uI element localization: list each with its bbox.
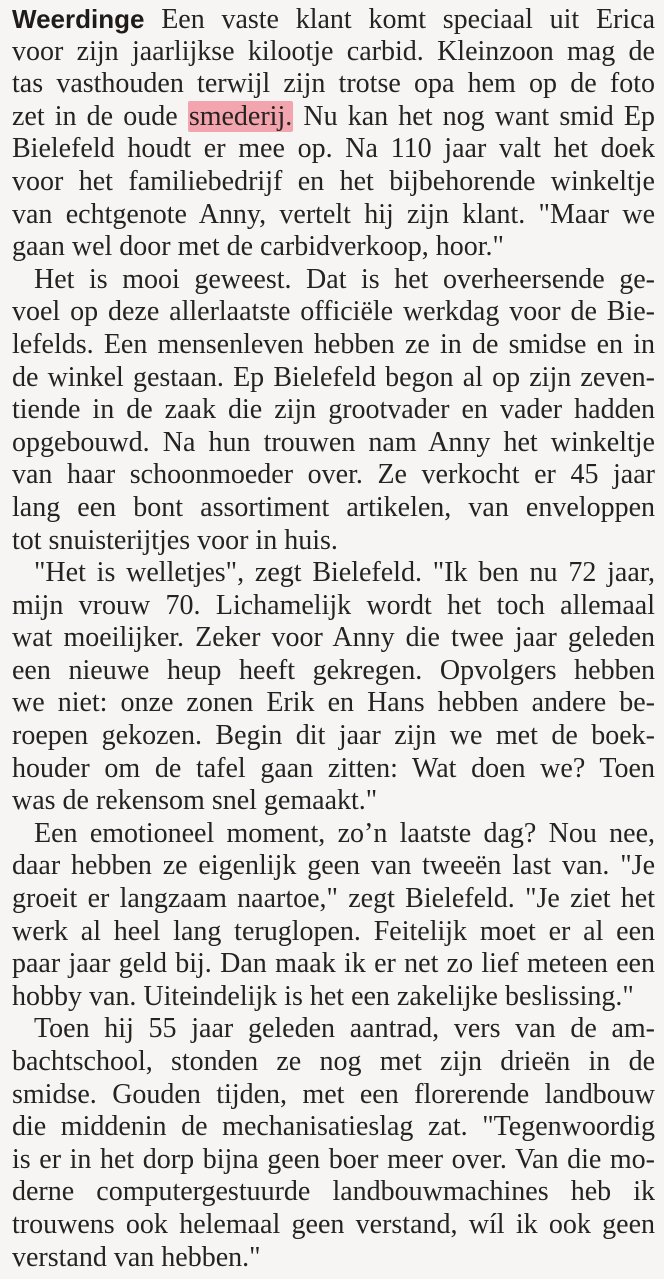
paragraph <box>12 264 655 557</box>
text-line: roepen gekozen. Begin dit jaar zijn we met de boek- <box>12 720 655 752</box>
text-line: Bielefeld houdt er mee op. Na 110 jaar valt het doek <box>12 133 655 165</box>
paragraph <box>12 1013 655 1274</box>
text-line: gaan wel door met de carbidverkoop, hoor." <box>12 231 504 263</box>
text-line: is er in het dorp bijna geen boer meer over. Van die mo- <box>12 1143 655 1175</box>
paragraph <box>12 818 655 1014</box>
text-line: groeit er langzaam naartoe," zegt Bielefeld. "Je ziet het <box>12 883 655 915</box>
text-line: we niet: onze zonen Erik en Hans hebben andere be- <box>12 687 655 719</box>
text-line: opgebouwd. Na hun trouwen nam Anny het winkeltje <box>12 426 655 458</box>
text-line: Een emotioneel moment, zo’n laatste dag? Nou nee, <box>34 817 655 849</box>
text-line: paar jaar geld bij. Dan maak ik er net zo lief meteen een <box>12 948 655 980</box>
text-line: Het is mooi geweest. Dat is het overheersende ge- <box>34 263 655 295</box>
text-line: tot snuisterijtjes voor in huis. <box>12 524 338 556</box>
line-text: Een vaste klant komt speciaal uit Erica <box>161 4 656 35</box>
text-line: verstand van hebben." <box>12 1241 261 1273</box>
text-line: voel op deze allerlaatste officiële werkdag voor de Bie- <box>12 296 655 328</box>
text-line: van echtgenote Anny, vertelt hij zijn klant. "Maar we <box>12 198 655 230</box>
text-line: was de rekensom snel gemaakt." <box>12 785 378 817</box>
text-line: daar hebben ze eigenlijk geen van tweeën last van. "Je <box>12 850 655 882</box>
dateline: Weerdinge <box>12 4 145 34</box>
line-text: zet in de oude <box>12 100 178 132</box>
text-line: lang een bont assortiment artikelen, van enveloppen <box>12 491 655 523</box>
paragraph <box>12 557 655 818</box>
highlighted-word: smederij. <box>188 100 293 132</box>
text-line: derne computergestuurde landbouwmachines heb ik <box>12 1176 655 1208</box>
text-line: de winkel gestaan. Ep Bielefeld begon al op zijn zeven- <box>12 361 655 393</box>
text-line: houder om de tafel gaan zitten: Wat doen we? Toen <box>12 752 655 784</box>
text-line: tas vasthouden terwijl zijn trotse opa hem op de foto <box>12 68 655 100</box>
text-line: werk al heel lang teruglopen. Feitelijk moet er al een <box>12 915 655 947</box>
text-line: smidse. Gouden tijden, met een florerende landbouw <box>12 1078 655 1110</box>
text-line: wat moeilijker. Zeker voor Anny die twee jaar geleden <box>12 622 655 654</box>
text-line: tiende in de zaak die zijn grootvader en vader hadden <box>12 394 655 426</box>
text-line: een nieuwe heup heeft gekregen. Opvolgers hebben <box>12 654 655 686</box>
text-line: trouwens ook helemaal geen verstand, wíl ik ook geen <box>12 1208 655 1240</box>
text-line: mijn vrouw 70. Lichamelijk wordt het toch allemaal <box>12 589 655 621</box>
text-line: hobby van. Uiteindelijk is het een zakelijke beslissing." <box>12 980 634 1012</box>
text-line: "Het is welletjes", zegt Bielefeld. "Ik ben nu 72 jaar, <box>34 557 655 589</box>
text-line <box>12 3 655 36</box>
text-line <box>12 101 655 134</box>
paragraph <box>12 3 655 264</box>
text-line: Toen hij 55 jaar geleden aantrad, vers van de am- <box>34 1013 655 1045</box>
text-line: lefelds. Een mensenleven hebben ze in de smidse en in <box>12 328 655 360</box>
text-line: voor zijn jaarlijkse kilootje carbid. Kleinzoon mag de <box>12 35 655 67</box>
line-text: Nu kan het nog want smid Ep <box>303 100 656 132</box>
text-line: voor het familiebedrijf en het bijbehorende winkeltje <box>12 165 655 197</box>
text-line: bachtschool, stonden ze nog met zijn drieën in de <box>12 1046 655 1077</box>
text-line: van haar schoonmoeder over. Ze verkocht er 45 jaar <box>12 459 655 491</box>
text-line: die middenin de mechanisatieslag zat. "Tegenwoordig <box>12 1111 655 1143</box>
